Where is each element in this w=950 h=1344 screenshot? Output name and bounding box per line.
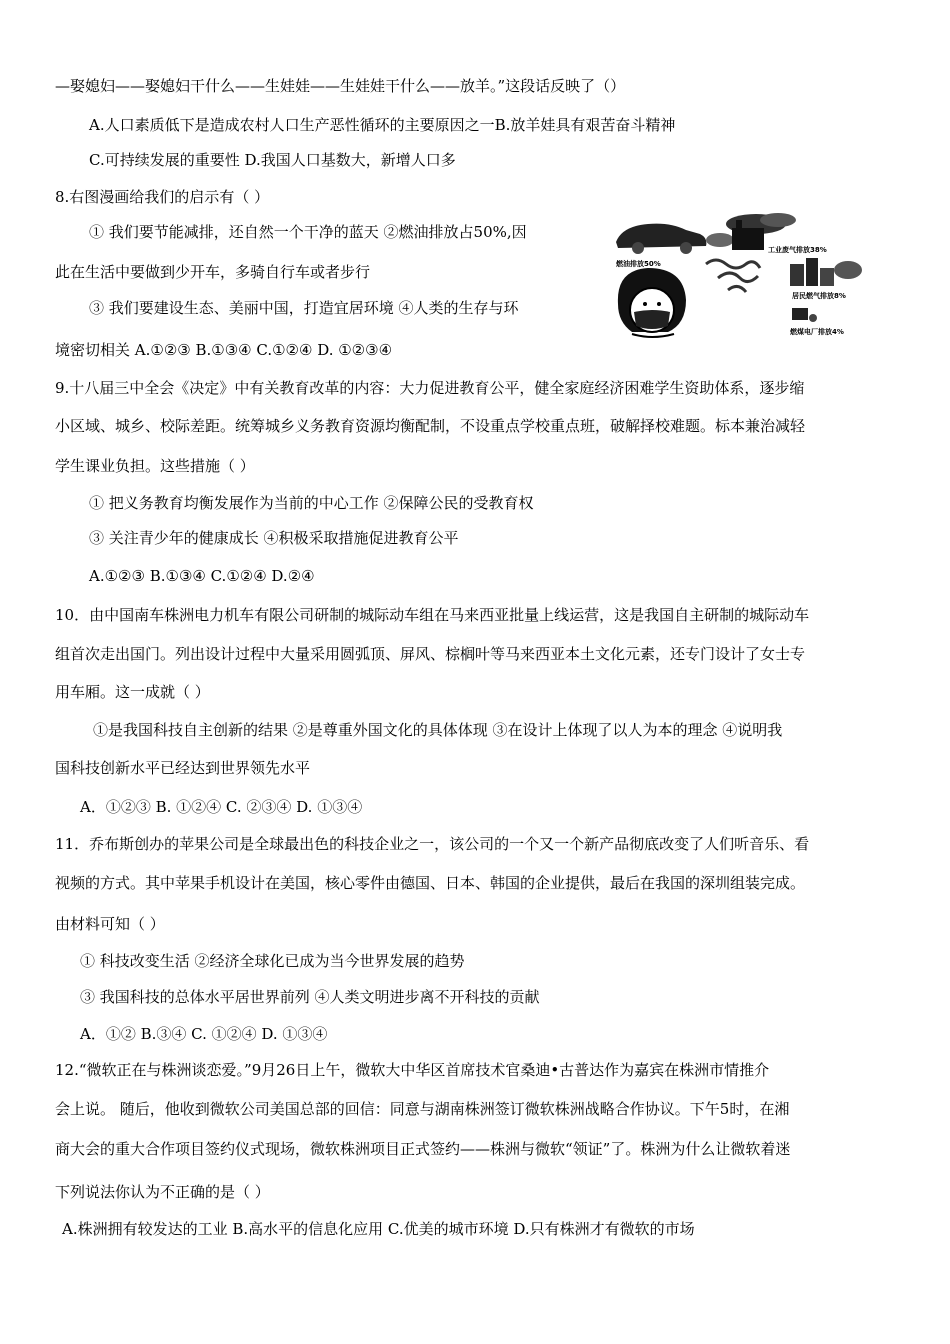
car-icon (616, 224, 734, 254)
residential-buildings-icon (790, 258, 862, 286)
fuel-emission-label: 燃油排放50% (616, 260, 661, 268)
question-12-line-3: 商大会的重大合作项目签约仪式现场，微软株洲项目正式签约——株洲与微软“领证”了。株洲为什么让微软着迷 (55, 1140, 791, 1158)
question-11-line-2: 视频的方式。其中苹果手机设计在美国，核心零件由德国、日本、韩国的企业提供，最后在我国的深圳组装完成。 (55, 874, 806, 892)
factory-icon (726, 213, 796, 250)
question-11-line-3: 由材料可知（ ） (55, 915, 165, 933)
question-9-line-3: 学生课业负担。这些措施（ ） (55, 457, 255, 475)
q11-options: A．①② B.③④ C. ①②④ D. ①③④ (80, 1025, 328, 1043)
question-12-line-1: 12.“微软正在与株洲谈恋爱。”9月26日上午，微软大中华区首席技术官桑迪•古普达作为嘉宾在株洲市情推介 (55, 1061, 770, 1079)
question-8: 8.右图漫画给我们的启示有（ ） (55, 188, 270, 206)
question-9-line-1: 9.十八届三中全会《决定》中有关教育改革的内容：大力促进教育公平，健全家庭经济困难学生资助体系，逐步缩 (55, 379, 805, 397)
residential-emission-label: 居民燃气排放8% (792, 292, 846, 300)
q9-options: A.①②③ B.①③④ C.①②④ D.②④ (89, 567, 315, 585)
q11-statements-2: ③ 我国科技的总体水平居世界前列 ④人类文明进步离不开科技的贡献 (80, 988, 540, 1006)
q8-statement-1-cont: 此在生活中要做到少开车，多骑自行车或者步行 (55, 263, 371, 281)
text-line-1: —娶媳妇——娶媳妇干什么——生娃娃——生娃娃干什么——放羊。”这段话反映了（） (55, 77, 626, 95)
power-emission-label: 燃煤电厂排放4% (790, 328, 844, 336)
option-line-q7-ab: A.人口素质低下是造成农村人口生产恶性循环的主要原因之一B.放羊娃具有艰苦奋斗精神 (89, 116, 676, 134)
q10-statements: ①是我国科技自主创新的结果 ②是尊重外国文化的具体体现 ③在设计上体现了以人为本的理念 ④说明我 (93, 721, 783, 739)
q8-options: 境密切相关 A.①②③ B.①③④ C.①②④ D. ①②③④ (55, 341, 393, 359)
q9-statements-2: ③ 关注青少年的健康成长 ④积极采取措施促进教育公平 (89, 529, 459, 547)
question-9-line-2: 小区域、城乡、校际差距。统筹城乡义务教育资源均衡配制，不设重点学校重点班，破解择校难题。标本兼治减轻 (55, 417, 806, 435)
question-11-line-1: 11．乔布斯创办的苹果公司是全球最出色的科技企业之一，该公司的一个又一个新产品彻底改变了人们听音乐、看 (55, 835, 810, 853)
question-10-line-1: 10．由中国南车株洲电力机车有限公司研制的城际动车组在马来西亚批量上线运营，这是我国自主研制的城际动车 (55, 606, 810, 624)
question-12-line-2: 会上说。 随后，他收到微软公司美国总部的回信：同意与湖南株洲签订微软株洲战略合作协议。下午5时，在湘 (55, 1100, 790, 1118)
q11-statements-1: ① 科技改变生活 ②经济全球化已成为当今世界发展的趋势 (80, 952, 465, 970)
q8-statement-1: ① 我们要节能减排，还自然一个干净的蓝天 ②燃油排放占50%,因 (89, 223, 527, 241)
power-plant-icon (792, 308, 817, 322)
question-10-line-2: 组首次走出国门。列出设计过程中大量采用圆弧顶、屏风、棕榈叶等马来西亚本土文化元素，还专门设计了女士专 (55, 645, 806, 663)
q10-statements-cont: 国科技创新水平已经达到世界领先水平 (55, 759, 311, 777)
smoke-icon (706, 260, 760, 292)
q8-statement-3: ③ 我们要建设生态、美丽中国，打造宜居环境 ④人类的生存与环 (89, 299, 519, 317)
q10-options: A．①②③ B. ①②④ C. ②③④ D. ①③④ (80, 798, 363, 816)
masked-person-icon (618, 268, 686, 337)
question-10-line-3: 用车厢。这一成就（ ） (55, 683, 210, 701)
industrial-emission-label: 工业废气排放38% (768, 246, 827, 254)
q9-statements-1: ① 把义务教育均衡发展作为当前的中心工作 ②保障公民的受教育权 (89, 494, 534, 512)
pollution-cartoon (608, 212, 900, 340)
option-line-q7-cd: C.可持续发展的重要性 D.我国人口基数大，新增人口多 (89, 151, 456, 169)
question-12-line-4: 下列说法你认为不正确的是（ ） (55, 1183, 270, 1201)
q12-options: A.株洲拥有较发达的工业 B.高水平的信息化应用 C.优美的城市环境 D.只有株洲才有微软的市场 (62, 1220, 695, 1238)
